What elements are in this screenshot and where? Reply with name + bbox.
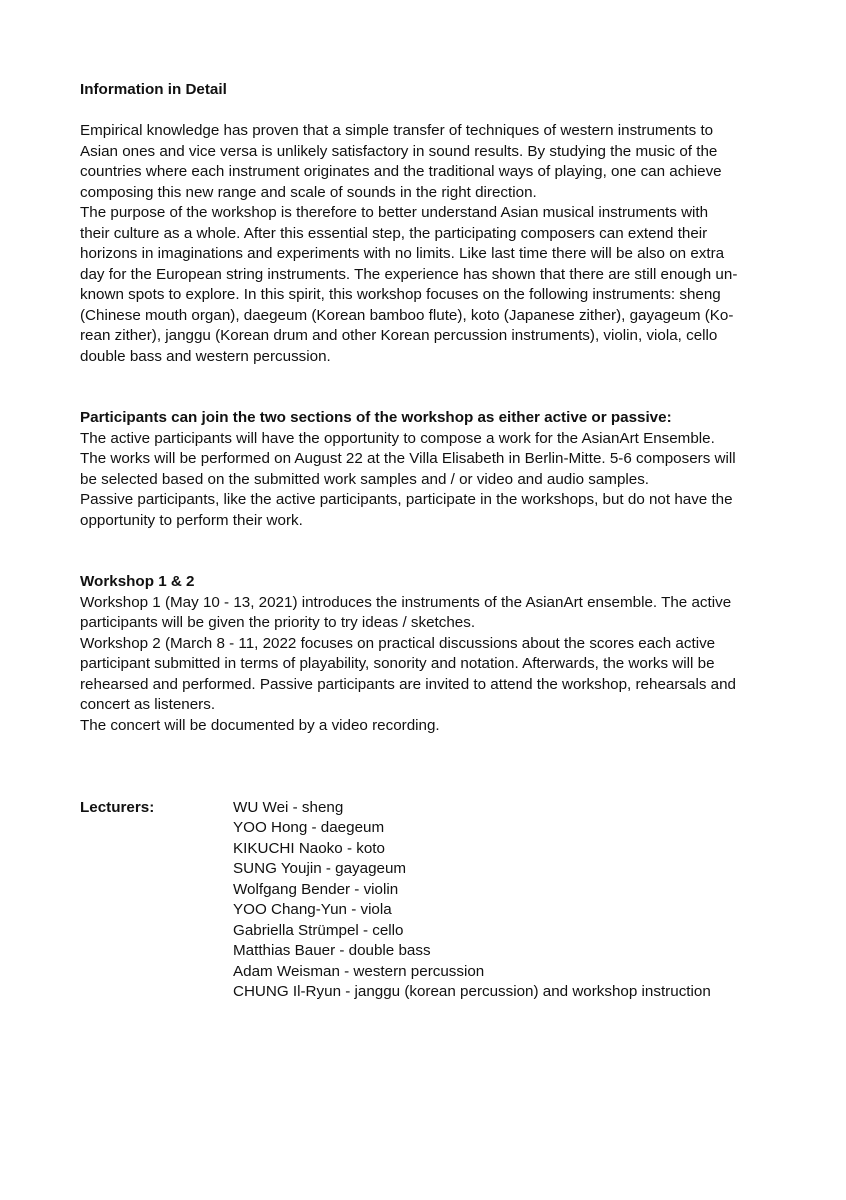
lecturers-section — [80, 798, 780, 1003]
paragraph-line: concert as listeners. — [80, 696, 216, 713]
paragraph-line: their culture as a whole. After this essential step, the participating composers can extend their — [80, 224, 708, 242]
paragraph-line: Empirical knowledge has proven that a simple transfer of techniques of western instruments to — [80, 122, 714, 139]
paragraph-line: known spots to explore. In this spirit, this workshop focuses on the following instruments: sheng — [80, 286, 721, 303]
paragraph-line: participant submitted in terms of playability, sonority and notation. Afterwards, the works will be — [80, 655, 715, 672]
section-participants-body — [80, 429, 780, 532]
lecturer-item: YOO Hong - daegeum — [233, 819, 385, 836]
lecturer-item: Matthias Bauer - double bass — [233, 942, 431, 959]
paragraph-line: opportunity to perform their work. — [80, 511, 303, 529]
lecturer-item: YOO Chang-Yun - viola — [233, 901, 392, 918]
paragraph-line: be selected based on the submitted work samples and / or video and audio samples. — [80, 470, 650, 488]
paragraph-line: The active participants will have the opportunity to compose a work for the AsianArt Ensemble. — [80, 429, 715, 447]
spacer — [80, 736, 780, 757]
paragraph-line: Workshop 2 (March 8 - 11, 2022 focuses on practical discussions about the scores each active — [80, 634, 716, 652]
paragraph-line: composing this new range and scale of sounds in the right direction. — [80, 183, 537, 201]
paragraph-line: The purpose of the workshop is therefore to better understand Asian musical instruments with — [80, 204, 709, 221]
lecturer-item: SUNG Youjin - gayageum — [233, 860, 407, 877]
lecturer-item: Gabriella Strümpel - cello — [233, 921, 404, 939]
paragraph-line: Passive participants, like the active participants, participate in the workshops, but do not have the — [80, 491, 733, 508]
section-heading-workshops: Workshop 1 & 2 — [80, 573, 195, 590]
section-information-body — [80, 121, 780, 367]
lecturer-item: WU Wei - sheng — [233, 798, 344, 816]
paragraph-line: rean zither), janggu (Korean drum and other Korean percussion instruments), violin, viola, cello — [80, 327, 718, 344]
lecturer-item: CHUNG Il-Ryun - janggu (korean percussion) and workshop instruction — [233, 983, 711, 1000]
paragraph-line: rehearsed and performed. Passive participants are invited to attend the workshop, rehearsals and — [80, 675, 736, 693]
lecturer-item: Wolfgang Bender - violin — [233, 880, 399, 898]
paragraph-line: participants will be given the priority to try ideas / sketches. — [80, 614, 476, 631]
section-heading-participants: Participants can join the two sections of the workshop as either active or passive: — [80, 409, 672, 426]
lecturer-item: KIKUCHI Naoko - koto — [233, 839, 385, 857]
lecturer-item: Adam Weisman - western percussion — [233, 962, 485, 980]
document-page — [80, 80, 780, 1003]
lecturers-list — [233, 798, 780, 1003]
paragraph-line: countries where each instrument originates and the traditional ways of playing, one can achieve — [80, 163, 722, 180]
section-workshops-body — [80, 593, 780, 737]
spacer — [80, 552, 780, 573]
paragraph-line: horizons in imaginations and experiments with no limits. Like last time there will be also on extra — [80, 245, 725, 262]
paragraph-line: The concert will be documented by a video recording. — [80, 716, 440, 734]
paragraph-line: double bass and western percussion. — [80, 347, 331, 365]
spacer — [80, 757, 780, 778]
lecturers-label: Lecturers: — [80, 798, 155, 816]
paragraph-line: The works will be performed on August 22 at the Villa Elisabeth in Berlin-Mitte. 5-6 composers will — [80, 450, 736, 467]
spacer — [80, 388, 780, 409]
paragraph-line: day for the European string instruments. The experience has shown that there are still enough un- — [80, 265, 738, 283]
spacer — [80, 101, 780, 122]
spacer — [80, 777, 780, 798]
section-heading-information: Information in Detail — [80, 81, 227, 98]
spacer — [80, 367, 780, 388]
paragraph-line: (Chinese mouth organ), daegeum (Korean bamboo flute), koto (Japanese zither), gayageum (Ko- — [80, 306, 734, 324]
paragraph-line: Workshop 1 (May 10 - 13, 2021) introduces the instruments of the AsianArt ensemble. The active — [80, 593, 732, 611]
paragraph-line: Asian ones and vice versa is unlikely satisfactory in sound results. By studying the music of the — [80, 142, 718, 160]
spacer — [80, 531, 780, 552]
